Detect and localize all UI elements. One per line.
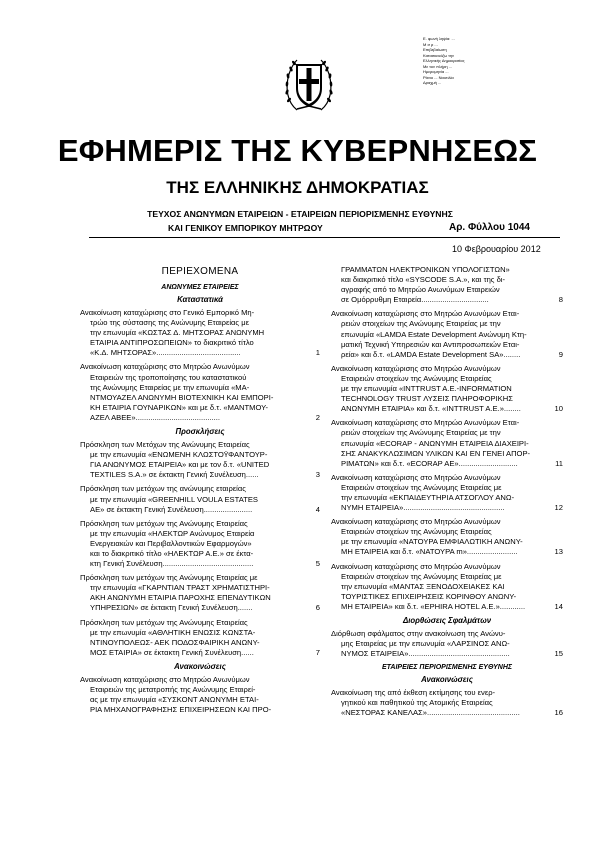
entry-page-number: 16: [554, 708, 563, 718]
entry-line: ΝΤΙΝΟΥΠΟΛΕΩΣ- ΑΕΚ ΠΟΔΟΣΦΑΙΡΙΚΗ ΑΝΩΝΥ-: [90, 637, 260, 647]
entry-line: και το διακριτικό τίτλο «ΗΛΕΚΤΩΡ Α.Ε.» σε έκτα-: [90, 548, 254, 558]
entry-line: AE» σε έκτακτη Γενική Συνέλευση.......................: [90, 504, 253, 514]
greek-coat-of-arms-emblem: [283, 52, 335, 114]
entry-line: Ανακοίνωση καταχώρισης στο Μητρώο Ανωνύμων: [331, 517, 501, 527]
entry-line: επωνυμία «LAMDA Estate Development Ανώνυμη Κτη-: [341, 329, 527, 339]
entry-line: την επωνυμία «ΓΚΑΡΝΤΙΑΝ ΤΡΑΣΤ ΧΡΗΜΑΤΙΣΤΗΡΙ-: [90, 583, 270, 593]
entry-line: Ανακοίνωση καταχώρισης στο Μητρώο Ανωνύμων Εται-: [331, 418, 520, 428]
entry-line: ΓΙΑ ΑΝΩΝΥΜΟΣ ΕΤΑΙΡΕΙΑ» και με τον δ.τ. «UNITED: [90, 460, 270, 470]
contents-entry: [80, 484, 320, 514]
entry-line: Πρόσκληση των μετόχων της Ανώνυμης Εταιρείας με: [80, 573, 258, 583]
contents-entry: [331, 418, 563, 468]
entry-line: Πρόσκληση των μετόχων της Ανώνυμης Εταιρείας: [80, 518, 248, 528]
contents-entry: [80, 308, 320, 358]
entry-line: Ανακοίνωση καταχώρισης στο Μητρώο Ανωνύμων: [80, 674, 250, 684]
entry-line: την επωνυμία «ΚΩΣΤΑΣ Δ. ΜΗΤΣΟΡΑΣ ΑΝΩΝΥΜΗ: [90, 328, 265, 338]
entry-line: Πρόσκληση των μετόχων της ανώνυμης εταιρείας: [80, 484, 246, 494]
contents-entry: [80, 519, 320, 569]
entry-line: Εταιρειών της τροποποίησης του καταστατικού: [90, 372, 247, 382]
entry-line: με την επωνυμία «ΑΘΛΗΤΙΚΗ ΕΝΩΣΙΣ ΚΩΝΣΤΑ-: [90, 627, 256, 637]
entry-line: με την επωνυμία «ΗΛΕΚΤΩΡ Ανώνυμος Εταιρεία: [90, 528, 255, 538]
entry-line: Ενεργειακών και Περιβαλλοντικών Εφαρμογών»: [90, 538, 252, 548]
entry-page-number: 7: [315, 647, 320, 657]
entry-line: Εταιρειών της μετατροπής της Ανώνυμης Εταιρεί-: [90, 685, 256, 694]
entry-line: Ανακοίνωση καταχώρισης στο Γενικό Εμπορικό Μη-: [80, 308, 255, 317]
stamp-line: Επιβεβαίωση: [423, 47, 447, 52]
contents-entry: [331, 364, 563, 414]
entry-line: ρεία» και δ.τ. «LAMDA Estate Development SA»........: [341, 349, 521, 359]
entry-page-number: 2: [315, 412, 320, 422]
entry-line: Πρόσκληση των Μετόχων της Ανώνυμης Εταιρείας: [80, 440, 250, 450]
entry-line: Ανακοίνωση καταχώρισης στο Μητρώο Ανωνύμων: [331, 561, 501, 571]
section-heading: ΑΝΩΝΥΜΕΣ ΕΤΑΙΡΕΙΕΣ: [161, 284, 239, 291]
entry-line: ΕΤΑΙΡΙΑ ΑΝΤΙΠΡΟΣΩΠΕΙΩΝ» το διακριτικό τίτλο: [90, 338, 254, 348]
contents-entry: [331, 688, 563, 718]
stamp-line: Δραχμή ...: [423, 80, 442, 85]
entry-line: ΣΗΣ ΑΝΑΚΥΚΛΩΣΙΜΩΝ ΥΛΙΚΩΝ ΚΑΙ ΕΝ ΓΕΝΕΙ ΑΠΟΡ-: [341, 448, 531, 458]
contents-left-column: [80, 262, 320, 719]
subsection-heading: Καταστατικά: [177, 295, 223, 304]
entry-line: ΓΡΑΜΜΑΤΩΝ ΗΛΕΚΤΡΟΝΙΚΩΝ ΥΠΟΛΟΓΙΣΤΩΝ»: [341, 265, 510, 274]
entry-line: την επωνυμία «ΜΑΝΤΑΣ ΞΕΝΟΔΟΧΕΙΑΚΕΣ ΚΑΙ: [341, 581, 505, 591]
entry-page-number: 6: [315, 603, 320, 613]
entry-page-number: 9: [558, 349, 563, 359]
entry-line: Εταιρειών στοιχείων της Ανώνυμης Εταιρείας: [341, 527, 492, 537]
entry-page-number: 13: [554, 547, 563, 557]
contents-entry: [80, 440, 320, 480]
entry-page-number: 15: [554, 649, 563, 659]
contents-right-column: [331, 265, 563, 723]
entry-line: ΜΗ ΕΤΑΙΡΕΙΑ και δ.τ. «ΝΑΤΟΥΡΑ m»........................: [341, 547, 518, 557]
stamp-line: Κατασκευάζω την: [423, 52, 455, 58]
entry-line: ΝΥΜΗ ΕΤΑΙΡΕΙΑ»................................................: [341, 503, 505, 513]
entry-line: Ανακοίνωση καταχώρισης στο Μητρώο Ανωνύμων: [331, 363, 501, 373]
entry-line: μης Εταιρείας με την επωνυμία «ΛΑΡΣΙΝΟΣ ΑΝΩ-: [341, 639, 510, 649]
contents-entry: [80, 573, 320, 613]
entry-line: TEXTILES S.A.» σε έκτακτη Γενική Συνέλευση......: [90, 470, 259, 480]
issue-series-line-1: ΤΕΥΧΟΣ ΑΝΩΝΥΜΩΝ ΕΤΑΙΡΕΙΩΝ - ΕΤΑΙΡΕΙΩΝ ΠΕΡΙΟΡΙΣΜΕΝΗΣ ΕΥΘΥΝΗΣ: [147, 209, 453, 219]
contents-entry: [331, 265, 563, 305]
entry-line: ΑΝΩΝΥΜΗ ΕΤΑΙΡΙΑ» και δ.τ. «INTTRUST A.E.»........: [341, 404, 521, 414]
entry-line: σε Ομόρρυθμη Εταιρεία................................: [341, 295, 489, 305]
stamp-line: Ράνιο ... Ναυτιλία: [423, 74, 454, 80]
entry-line: Ανακοίνωση καταχώρισης στο Μητρώο Ανωνύμων Εται-: [331, 309, 520, 319]
subsection-heading: Ανακοινώσεις: [421, 675, 473, 685]
entry-page-number: 11: [555, 458, 563, 468]
entry-page-number: 5: [315, 559, 320, 569]
entry-line: ΡΙΜΑΤΩΝ» και δ.τ. «ECORAP AE»............................: [341, 458, 518, 468]
entry-line: ΡΙΑ ΜΗΧΑΝΟΓΡΑΦΗΣΗΣ ΕΠΙΧΕΙΡΗΣΕΩΝ ΚΑΙ ΠΡΟ-: [90, 705, 272, 715]
entry-line: Ανακοίνωση καταχώρισης στο Μητρώο Ανωνύμων: [80, 362, 250, 372]
entry-page-number: 14: [554, 601, 563, 611]
contents-entry: [331, 473, 563, 513]
entry-line: ΚΗ ΕΤΑΙΡΙΑ ΓΟΥΝΑΡΙΚΩΝ» και με δ.τ. «ΜΑΝΤΜΟΥ-: [90, 402, 269, 412]
contents-entry: [80, 362, 320, 423]
entry-page-number: 10: [554, 404, 563, 414]
entry-line: τρώο της σύστασης της Ανώνυμης Εταιρείας με: [90, 318, 249, 328]
entry-page-number: 4: [315, 504, 320, 514]
entry-page-number: 1: [315, 348, 320, 358]
stamp-line: Μ σ ρ ...: [423, 41, 438, 47]
subsection-heading: Προσκλήσεις: [175, 427, 225, 437]
issue-series-line-2: ΚΑΙ ΓΕΝΙΚΟΥ ΕΜΠΟΡΙΚΟΥ ΜΗΤΡΩΟΥ: [168, 223, 323, 233]
contents-entry: [80, 618, 320, 658]
digital-signature-stamp: [423, 36, 485, 86]
entry-line: επωνυμία «ECORAP - ΑΝΩΝΥΜΗ ΕΤΑΙΡΕΙΑ ΔΙΑΧΕΙΡΙ-: [341, 438, 529, 448]
entry-line: Πρόσκληση των μετόχων της Ανώνυμης Εταιρείας: [80, 617, 248, 627]
contents-entry: [331, 562, 563, 612]
entry-line: ρειών στοιχείων της Ανώνυμης Εταιρείας με την: [341, 319, 501, 329]
section-heading: ΕΤΑΙΡΕΙΕΣ ΠΕΡΙΟΡΙΣΜΕΝΗΣ ΕΥΘΥΝΗΣ: [381, 664, 513, 672]
entry-line: με την επωνυμία «GREENHILL VOULA ESTATES: [90, 494, 258, 504]
entry-page-number: 8: [558, 295, 563, 305]
contents-entry: [331, 629, 563, 659]
stamp-line: Ελληνικής Δημοκρατίας: [423, 58, 465, 63]
entry-line: ρειών στοιχείων της Ανώνυμης Εταιρείας με την: [341, 428, 501, 438]
entry-line: «ΝΕΣΤΟΡΑΣ ΚΑΝΕΛΑΣ»............................................: [341, 708, 520, 718]
contents-entry: [331, 309, 563, 359]
entry-line: γητικού και παθητικού της Ατομικής Εταιρείας: [341, 698, 493, 708]
entry-line: Διόρθωση σφάλματος στην ανακοίνωση της Ανώνυ-: [331, 629, 506, 638]
entry-line: με την επωνυμία «ΝΑΤΟΥΡΑ ΕΜΦΙΑΛΩΤΙΚΗ ΑΝΩΝΥ-: [341, 537, 523, 547]
entry-line: την επωνυμία «ΕΚΠΑΙΔΕΥΤΗΡΙΑ ΑΤΣΟΓΛΟΥ ΑΝΩ-: [341, 492, 515, 502]
subsection-heading: Ανακοινώσεις: [174, 661, 226, 671]
contents-title: ΠΕΡΙΕΧΟΜΕΝΑ: [161, 266, 239, 277]
entry-line: ματική Τεχνική Υπηρεσιών και Αντιπροσωπειών Εται-: [341, 339, 520, 349]
entry-line: «Κ.Δ. ΜΗΤΣΟΡΑΣ»........................................: [90, 348, 241, 358]
contents-entry: [331, 517, 563, 557]
entry-line: αγραφής από το Μητρώο Ανωνύμων Εταιρειών: [341, 285, 500, 295]
entry-line: της Ανώνυμης Εταιρείας με την επωνυμία «ΜΑ-: [90, 382, 250, 392]
gazette-subtitle: ΤΗΣ ΕΛΛΗΝΙΚΗΣ ΔΗΜΟΚΡΑΤΙΑΣ: [166, 178, 429, 197]
entry-page-number: 3: [315, 470, 320, 480]
issue-number: Αρ. Φύλλου 1044: [449, 222, 530, 233]
entry-line: Ανακοίνωση της από έκθεση εκτίμησης του ενερ-: [331, 688, 496, 698]
entry-line: TECHNOLOGY TRUST ΛΥΣΕΙΣ ΠΛΗΡΟΦΟΡΙΚΗΣ: [341, 394, 513, 404]
stamp-line: Με τον πλήρη ...: [423, 63, 453, 69]
contents-entry: [80, 675, 320, 715]
entry-page-number: 12: [554, 503, 563, 513]
entry-line: Εταιρειών στοιχείων της Ανώνυμης Εταιρείας με: [341, 571, 502, 581]
entry-line: με την επωνυμία «INTTRUST A.E.-INFORMATION: [341, 384, 512, 394]
entry-line: ΝΤΜΟΥΑΖΕΛ ΑΝΩΝΥΜΗ ΒΙΟΤΕΧΝΙΚΗ ΚΑΙ ΕΜΠΟΡΙ-: [90, 392, 274, 402]
stamp-line: Ε. φωνή ληψία: ...: [423, 36, 455, 41]
entry-line: και διακριτικό τίτλο «SYSCODE S.A.», και της δι-: [341, 275, 506, 285]
issue-date: 10 Φεβρουαρίου 2012: [452, 244, 541, 254]
stamp-line: Ημερομηνία ...: [423, 69, 449, 74]
entry-line: ΑΚΗ ΑΝΩΝΥΜΗ ΕΤΑΙΡΙΑ ΠΑΡΟΧΗΣ ΕΠΕΝΔΥΤΙΚΩΝ: [90, 593, 271, 603]
entry-line: ΝΥΜΟΣ ΕΤΑΙΡΕΙΑ»................................................: [341, 649, 510, 659]
header-divider: [89, 237, 560, 238]
entry-line: Εταιρειών στοιχείων της Ανώνυμης Εταιρείας: [341, 373, 492, 383]
entry-line: ας με την επωνυμία «ΣΥΣΚΟΝΤ ΑΝΩΝΥΜΗ ΕΤΑΙ-: [90, 695, 259, 705]
entry-line: ΥΠΗΡΕΣΙΩΝ» σε έκτακτη Γενική Συνέλευση.......: [90, 603, 253, 613]
entry-line: ΜΗ ΕΤΑΙΡΕΙΑ» και δ.τ. «EPHIRA HOTEL A.E.»............: [341, 601, 526, 611]
entry-line: ΑΖΕΛ ΑΒΕΕ»........................................: [90, 412, 220, 422]
entry-line: Εταιρειών στοιχείων της Ανώνυμης Εταιρείας με: [341, 482, 502, 492]
entry-line: ΜΟΣ ΕΤΑΙΡΙΑ» σε έκτακτη Γενική Συνέλευση......: [90, 647, 254, 657]
gazette-title: ΕΦΗΜΕΡΙΣ ΤΗΣ ΚΥΒΕΡΝΗΣΕΩΣ: [57, 133, 538, 168]
entry-line: κτη Γενική Συνέλευση...........................................: [90, 559, 254, 569]
entry-line: με την επωνυμία «ΕΝΩΜΕΝΗ ΚΛΩΣΤΟΫΦΑΝΤΟΥΡ-: [90, 450, 268, 460]
entry-line: Ανακοίνωση καταχώρισης στο Μητρώο Ανωνύμων: [331, 472, 501, 482]
subsection-heading: Διορθώσεις Σφαλμάτων: [402, 616, 492, 625]
entry-line: ΤΟΥΡΙΣΤΙΚΕΣ ΕΠΙΧΕΙΡΗΣΕΙΣ ΚΟΡΙΝΘΟΥ ΑΝΩΝΥ-: [341, 591, 517, 601]
